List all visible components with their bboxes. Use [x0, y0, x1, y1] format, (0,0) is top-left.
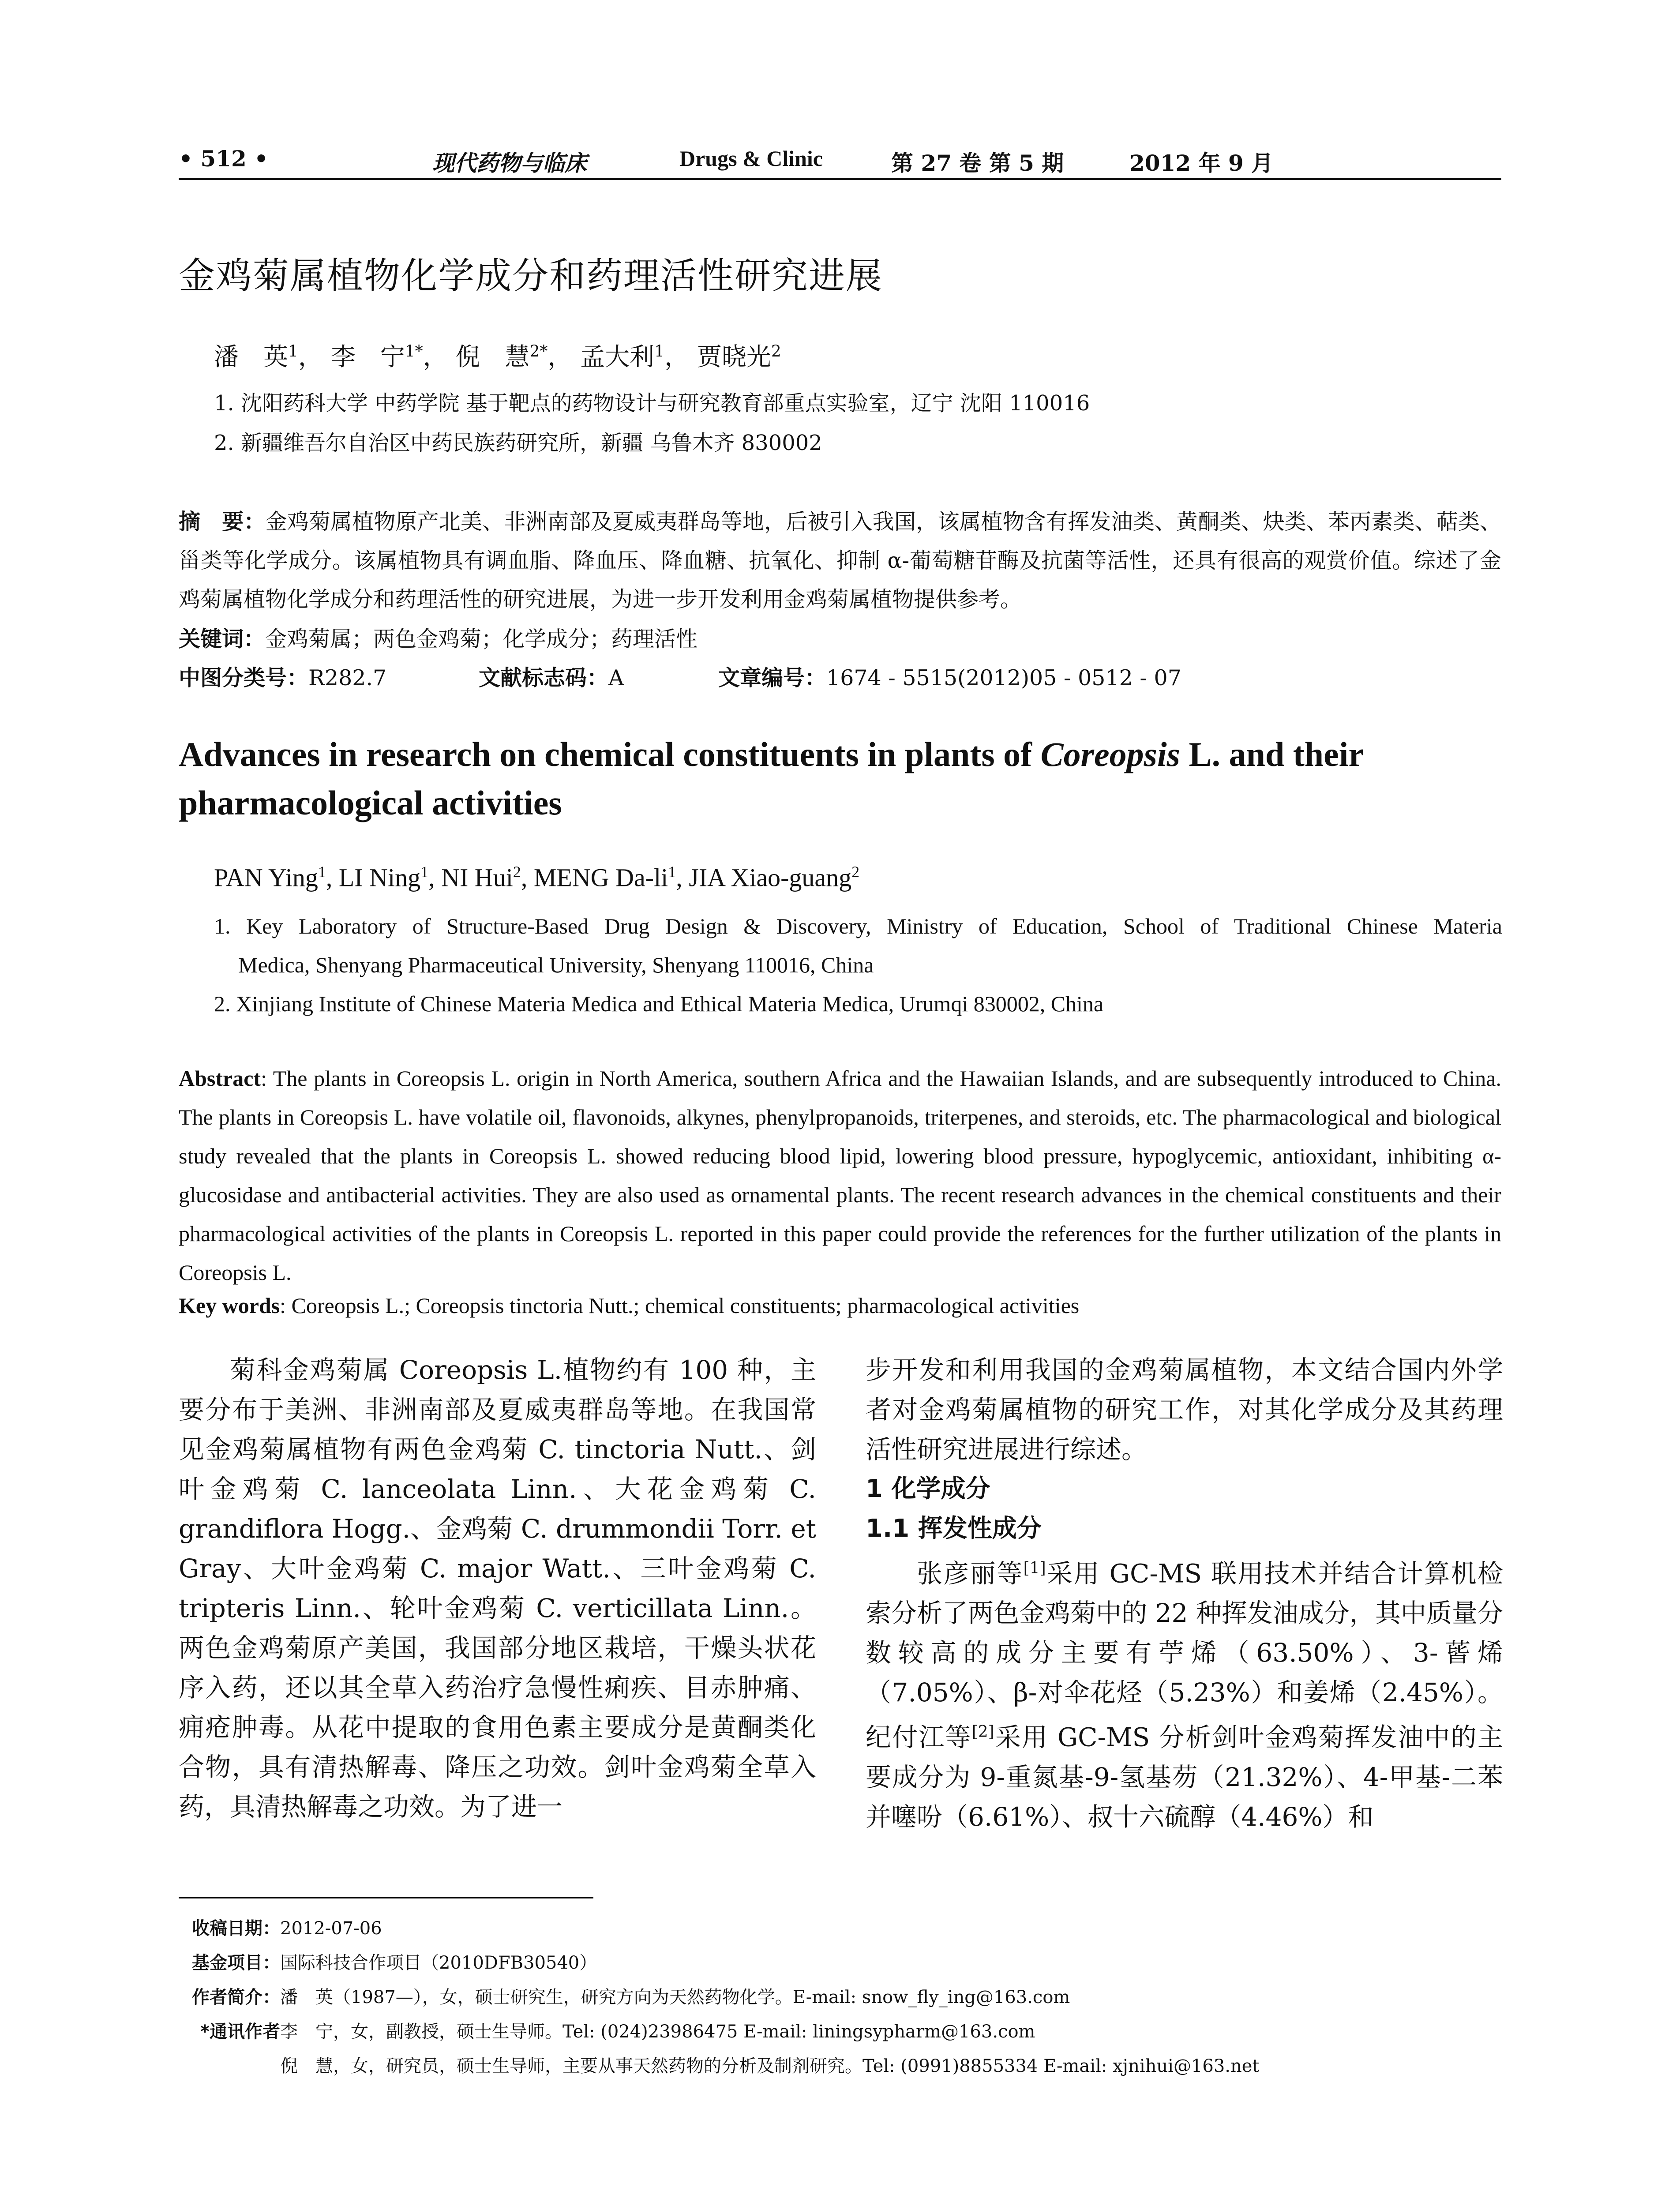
- issue-date: 2012 年 9 月: [1129, 150, 1274, 176]
- footnotes: [179, 1911, 1502, 2083]
- running-header: [179, 140, 1501, 180]
- document-code: [479, 661, 624, 692]
- author-name: 李 宁: [330, 343, 405, 371]
- article-number-value: 1674 - 5515(2012)05 - 0512 - 07: [826, 665, 1181, 690]
- keywords-en: [179, 1293, 1079, 1318]
- footnote-rule: [179, 1897, 593, 1898]
- keywords-label-cn: 关键词：: [179, 626, 266, 652]
- abstract-label-en: Abstract: [179, 1066, 261, 1091]
- author-name: LI Ning: [338, 863, 421, 892]
- body-paragraph: 菊科金鸡菊属 Coreopsis L.植物约有 100 种，主要分布于美洲、非洲南部及夏威夷群岛等地。在我国常见金鸡菊属植物有两色金鸡菊 C. tinctoria Nutt.、剑叶金鸡菊 C. lanceolata Linn.、大花金鸡菊 C. grandiflora Hogg.、金鸡菊 C. drummondii Torr. et Gray、大叶金鸡菊 C. major Watt.、三叶金鸡菊 C. tripteris Linn.、轮叶金鸡菊 C. verticillata Linn.。两色金鸡菊原产美国，我国部分地区栽培，干燥头状花序入药，还以其全草入药治疗急慢性痢疾、目赤肿痛、痈疮肿毒。从花中提取的食用色素主要成分是黄酮类化合物，具有清热解毒、降压之功效。剑叶金鸡菊全草入药，具清热解毒之功效。为了进一: [179, 1355, 816, 1822]
- article-title-en: Advances in research on chemical constituents in plants of Coreopsis L. and their pharmacological activities: [179, 735, 1363, 822]
- affiliation-en: 1. Key Laboratory of Structure-Based Drug Design & Discovery, Ministry of Education, School of Traditional Chinese Materia: [214, 914, 1502, 938]
- article-number: [718, 661, 1181, 692]
- author-list-en: PAN Ying$^1$, LI Ning$^1$, NI Hui$^2$, MENG $Da-li^1$, JIA Xiao-guang$^2$: [214, 863, 860, 892]
- affiliation-cn: 2. 新疆维吾尔自治区中药民族药研究所，新疆 乌鲁木齐 830002: [214, 431, 822, 455]
- subsection-heading: 1.1 挥发性成分: [866, 1514, 1042, 1543]
- author-affiliation-mark: 2: [851, 863, 860, 881]
- affiliation-cn: 1. 沈阳药科大学 中药学院 基于靶点的药物设计与研究教育部重点实验室，辽宁 沈阳 110016: [214, 391, 1090, 416]
- footnote-author-bio: 作者简介：潘 英（1987—），女，硕士研究生，研究方向为天然药物化学。E-mail: snow_fly_ing@163.com: [192, 1987, 1070, 2007]
- citation-link[interactable]: [1]: [1023, 1559, 1046, 1577]
- footnote-corresponding-author: *通讯作者李 宁，女，副教授，硕士生导师。Tel: (024)23986475 E-mail: liningsypharm@163.com: [200, 2022, 1035, 2042]
- author-name: JIA Xiao-guang: [689, 863, 852, 892]
- keywords-cn: [179, 622, 698, 653]
- body-column-right: [866, 1350, 1503, 1837]
- clc-label: 中图分类号：: [179, 665, 309, 690]
- author-affiliation-mark: 2: [771, 342, 781, 361]
- keywords-text-en: : Coreopsis L.; Coreopsis tinctoria Nutt.; chemical constituents; pharmacological activities: [280, 1293, 1080, 1318]
- abstract-text-cn: 金鸡菊属植物原产北美、非洲南部及夏威夷群岛等地，后被引入我国，该属植物含有挥发油类、黄酮类、炔类、苯丙素类、萜类、甾类等化学成分。该属植物具有调血脂、降血压、降血糖、抗氧化、抑制 α-葡萄糖苷酶及抗菌等活性，还具有很高的观赏价值。综述了金鸡菊属植物化学成分和药理活性的研究进展，为进一步开发利用金鸡菊属植物提供参考。: [179, 509, 1501, 612]
- article-title-cn: 金鸡菊属植物化学成分和药理活性研究进展: [179, 255, 883, 297]
- author-name: 潘 英: [214, 343, 288, 371]
- journal-name-en: Drugs & Clinic: [679, 146, 823, 171]
- author-name: PAN Ying: [214, 863, 318, 892]
- doc-code-label: 文献标志码：: [479, 665, 609, 690]
- article-number-label: 文章编号：: [718, 665, 827, 690]
- footnote-funding: 基金项目：国际科技合作项目（2010DFB30540）: [192, 1953, 597, 1973]
- footnote-corresponding-author: 倪 慧，女，研究员，硕士生导师，主要从事天然药物的分析及制剂研究。Tel: (0991)8855334 E-mail: xjnihui@163.net: [280, 2056, 1260, 2076]
- author-affiliation-mark: 1: [288, 342, 298, 361]
- keywords-label-en: Key words: [179, 1293, 280, 1318]
- author-name: MENG Da-li: [533, 863, 668, 892]
- citation-link[interactable]: [2]: [971, 1723, 994, 1741]
- section-heading: 1 化学成分: [866, 1474, 990, 1503]
- abstract-en: [179, 1059, 1501, 1292]
- clc-value: R282.7: [308, 665, 387, 690]
- header-rule: [179, 178, 1501, 180]
- author-name: NI Hui: [441, 863, 513, 892]
- journal-name-cn: 现代药物与临床: [432, 150, 587, 176]
- author-affiliation-mark: 1: [420, 863, 429, 881]
- abstract-cn: [179, 502, 1501, 619]
- body-column-left: [179, 1350, 816, 1827]
- author-affiliation-mark: 2*: [529, 342, 548, 361]
- author-affiliation-mark: 1: [654, 342, 665, 361]
- abstract-text-en: : The plants in Coreopsis L. origin in North America, southern Africa and the Hawaiian Islands, and are subsequently introduced to China. The plants in Coreopsis L. have volatile oil, flavonoids, alkynes, phenylpropanoids, triterpenes, and steroids, etc. The pharmacological and biological study revealed that the plants in Coreopsis L. showed reducing blood lipid, lowering blood pressure, hypoglycemic, antioxidant, inhibiting α-glucosidase and antibacterial activities. They are also used as ornamental plants. The recent research advances in the chemical constituents and their pharmacological activities of the plants in Coreopsis L. reported in this paper could provide the references for the further utilization of the plants in Coreopsis L.: [179, 1066, 1501, 1285]
- clc-number: [179, 661, 386, 692]
- affiliation-en: Medica, Shenyang Pharmaceutical University, Shenyang 110016, China: [238, 953, 874, 977]
- author-affiliation-mark: 1: [668, 863, 676, 881]
- body-paragraph: 张彦丽等[1]采用 GC-MS 联用技术并结合计算机检索分析了两色金鸡菊中的 22 种挥发油成分，其中质量分数较高的成分主要有苧烯（63.50%）、3-蒈烯（7.05%）、β-对伞花烃（5.23%）和姜烯（2.45%）。纪付江等[2]采用 GC-MS 分析剑叶金鸡菊挥发油中的主要成分为 9-重氮基-9-氢基芴（21.32%）、4-甲基-二苯并噻吩（6.61%）、叔十六硫醇（4.46%）和: [866, 1558, 1503, 1832]
- footnote-received: 收稿日期：2012-07-06: [192, 1918, 382, 1939]
- author-name: 孟大利: [580, 343, 655, 371]
- keywords-text-cn: 金鸡菊属；两色金鸡菊；化学成分；药理活性: [265, 627, 698, 652]
- author-name: 贾晓光: [697, 343, 771, 371]
- abstract-label-cn: 摘 要：: [179, 509, 266, 534]
- author-affiliation-mark: 1*: [405, 342, 423, 361]
- body-paragraph: 步开发和利用我国的金鸡菊属植物，本文结合国内外学者对金鸡菊属植物的研究工作，对其化学成分及其药理活性研究进展进行综述。: [866, 1355, 1503, 1464]
- author-list-cn: 潘 英$^1$， 李 宁$^{1*}$， 倪 慧$^{2*}$， 孟大利$^1$， 贾晓光$^2$: [214, 342, 781, 371]
- doc-code-value: A: [608, 665, 624, 690]
- author-affiliation-mark: 2: [513, 863, 521, 881]
- author-name: 倪 慧: [455, 343, 530, 371]
- affiliation-en: 2. Xinjiang Institute of Chinese Materia Medica and Ethical Materia Medica, Urumqi 830002, China: [214, 991, 1104, 1016]
- volume-issue: 第 27 卷 第 5 期: [891, 150, 1064, 176]
- page-number: • 512 •: [179, 146, 269, 172]
- author-affiliation-mark: 1: [318, 863, 326, 881]
